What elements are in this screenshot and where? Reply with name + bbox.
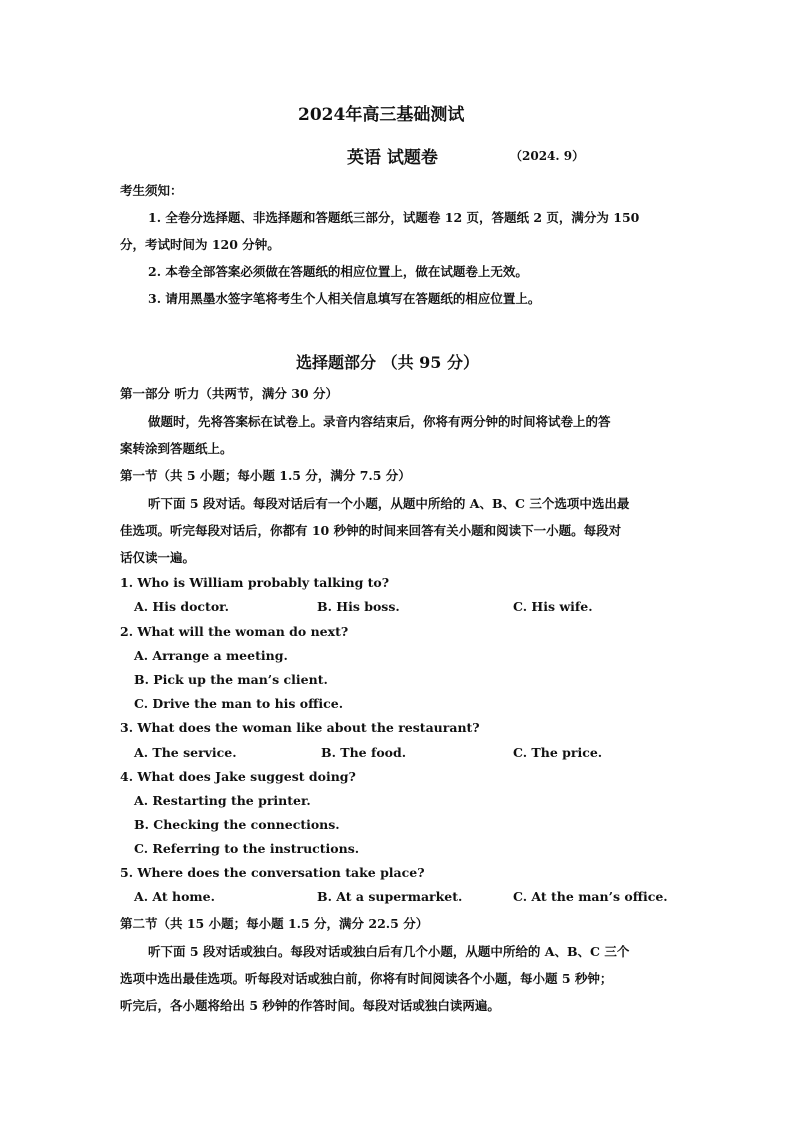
part1-instruction: 案转涂到答题纸上。 xyxy=(120,441,233,456)
option-a: A. Arrange a meeting. xyxy=(134,648,288,663)
section1-instruction: 佳选项。听完每段对话后，你都有 10 秒钟的时间来回答有关小题和阅读下一小题。每段对 xyxy=(120,523,622,538)
exam-date: （2024. 9） xyxy=(510,149,585,163)
option-a: A. His doctor. xyxy=(134,599,229,614)
exam-subtitle: 英语 试题卷 xyxy=(347,148,438,168)
question-4: 4. What does Jake suggest doing? xyxy=(120,769,356,784)
section2-heading: 第二节（共 15 小题；每小题 1.5 分，满分 22.5 分） xyxy=(120,916,429,931)
question-1: 1. Who is William probably talking to? xyxy=(120,575,390,590)
part1-heading: 第一部分 听力（共两节，满分 30 分） xyxy=(120,386,338,401)
question-3: 3. What does the woman like about the restaurant? xyxy=(120,720,480,735)
option-b: B. His boss. xyxy=(317,599,400,614)
option-c: C. The price. xyxy=(513,745,603,760)
question-5: 5. Where does the conversation take place? xyxy=(120,865,425,880)
exam-title: 2024年高三基础测试 xyxy=(298,105,465,125)
option-c: C. Drive the man to his office. xyxy=(134,696,344,711)
option-c: C. Referring to the instructions. xyxy=(134,841,360,856)
notice-heading: 考生须知： xyxy=(120,183,183,198)
section2-instruction: 听完后，各小题将给出 5 秒钟的作答时间。每段对话或独白读两遍。 xyxy=(120,998,500,1013)
option-a: A. Restarting the printer. xyxy=(134,793,311,808)
option-a: A. At home. xyxy=(134,889,215,904)
section-title: 选择题部分 （共 95 分） xyxy=(296,353,479,372)
option-c: C. At the man’s office. xyxy=(513,889,668,904)
option-b: B. Checking the connections. xyxy=(134,817,340,832)
notice-line: 2. 本卷全部答案必须做在答题纸的相应位置上，做在试题卷上无效。 xyxy=(148,264,528,279)
section1-heading: 第一节（共 5 小题；每小题 1.5 分，满分 7.5 分） xyxy=(120,468,411,483)
option-b: B. At a supermarket. xyxy=(317,889,463,904)
notice-line: 1. 全卷分选择题、非选择题和答题纸三部分，试题卷 12 页，答题纸 2 页，满分为 150 xyxy=(148,210,640,225)
section2-instruction: 听下面 5 段对话或独白。每段对话或独白后有几个小题，从题中所给的 A、B、C 三个 xyxy=(148,944,630,959)
option-c: C. His wife. xyxy=(513,599,593,614)
section1-instruction: 听下面 5 段对话。每段对话后有一个小题，从题中所给的 A、B、C 三个选项中选出最 xyxy=(148,496,630,511)
option-a: A. The service. xyxy=(134,745,237,760)
part1-instruction: 做题时，先将答案标在试卷上。录音内容结束后，你将有两分钟的时间将试卷上的答 xyxy=(148,414,611,429)
notice-line: 3. 请用黑墨水签字笔将考生个人相关信息填写在答题纸的相应位置上。 xyxy=(148,291,541,306)
notice-line: 分，考试时间为 120 分钟。 xyxy=(120,237,280,252)
option-b: B. Pick up the man’s client. xyxy=(134,672,328,687)
section1-instruction: 话仅读一遍。 xyxy=(120,550,196,565)
question-2: 2. What will the woman do next? xyxy=(120,624,349,639)
option-b: B. The food. xyxy=(321,745,407,760)
section2-instruction: 选项中选出最佳选项。听每段对话或独白前，你将有时间阅读各个小题，每小题 5 秒钟； xyxy=(120,971,613,986)
